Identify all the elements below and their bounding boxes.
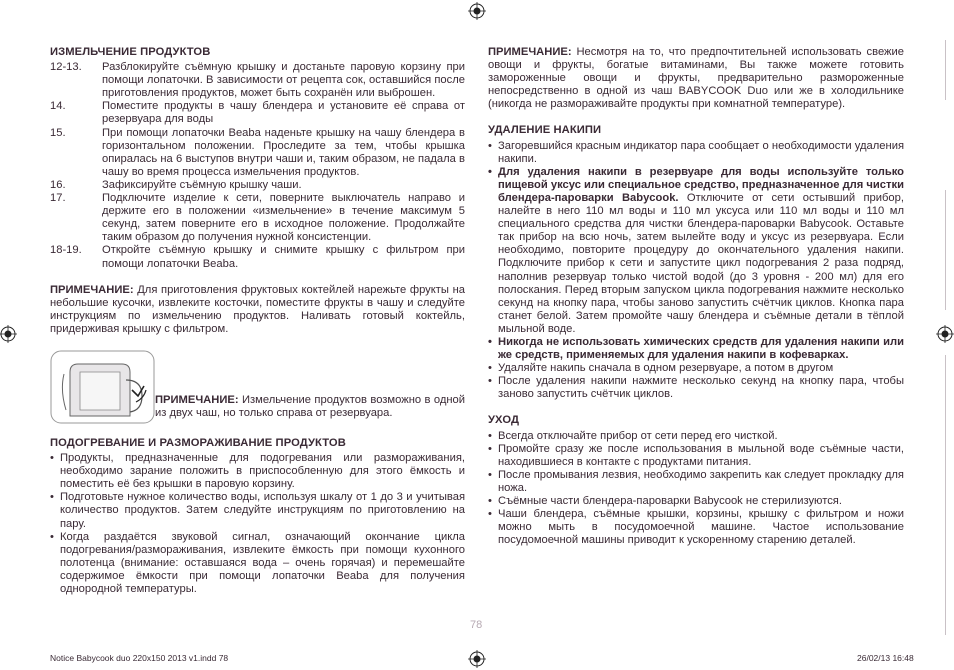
section-heading-care: УХОД xyxy=(488,414,520,427)
list-item: • Никогда не использовать химических средств для удаления накипи или же средств, применяемых для удаления накипи в кофеварках. xyxy=(488,335,904,362)
step-item: 15. При помощи лопаточки Beaba наденьте крышку на чашу блендера в горизонтальном положении. Проследите за тем, чтобы крышка опиралась на 6 выступов внутри чаши и, таким образом, не падала в чашу во время процесса измельчения продуктов. xyxy=(50,126,465,178)
registration-mark-left-icon xyxy=(0,325,17,343)
note-chopping-bowl: ПРИМЕЧАНИЕ: Измельчение продуктов возможно в одной из двух чаш, но только справа от резервуара. xyxy=(155,393,465,420)
step-item: 18-19. Откройте съёмную крышку и снимите крышку с фильтром при помощи лопаточки Beaba. xyxy=(50,244,465,270)
note-with-illustration xyxy=(50,350,465,424)
registration-mark-top-icon xyxy=(468,2,486,20)
section-heading-reheating: ПОДОГРЕВАНИЕ И РАЗМОРАЖИВАНИЕ ПРОДУКТОВ xyxy=(50,436,346,449)
list-item: • Когда раздаётся звуковой сигнал, означающий окончание цикла подогревания/размораживания, извлеките ёмкость при помощи кухонного полотенца (внимание: оставшаяся вода – очень горячая) и перемешайте содержимое ёмкости при помощи лопаточки Beaba для получения однородной температуры. xyxy=(50,530,465,595)
step-item: 14. Поместите продукты в чашу блендера и установите её справа от резервуара для воды xyxy=(50,100,465,126)
list-item: • Для удаления накипи в резервуаре для воды используйте только пищевой уксус или специальное средство, предназначенное для чистки блендера-пароварки Babycook. Отключите от сети остывший прибор, налейте в него 110 мл воды и 110 мл уксуса или 110 мл воды и 110 мл специального средства для чистки блендера-пароварки Babycook. Оставьте так прибор на всю ночь, затем вылейте воду и уксус из резервуара. Если необходимо, повторите процедуру до окончательного удаления накипи. Подключите прибор к сети и запустите цикл подогревания 2 раза подряд, наполнив резервуар только чистой водой (до 3 уровня - 200 мл) для его полоскания. Перед вторым запуском цикла подогревания нажмите несколько секунд на кнопку пара, чтобы заново запустить счётчик циклов. Кнопка пара станет белой. Затем промойте чашу блендера и съёмные детали в тёплой мыльной воде. xyxy=(488,165,904,335)
page-number: 78 xyxy=(470,619,483,631)
note-smoothie: ПРИМЕЧАНИЕ: Для приготовления фруктовых коктейлей нарежьте фрукты на небольшие кусочки, извлеките косточки, поместите фрукты в чашу и следуйте инструкциям по измельчению продуктов. Наливать готовый коктейль, придерживая крышку с фильтром. xyxy=(50,283,465,335)
registration-mark-right-icon xyxy=(936,325,954,343)
list-item: • Продукты, предназначенные для подогревания или размораживания, необходимо зарание положить в приспособленную для этого ёмкость и поместить её без крышки в паровую корзину. xyxy=(50,452,465,491)
crop-line-top xyxy=(945,40,946,100)
step-item: 17. Подключите изделие к сети, поверните выключатель направо и держите его в положении «измельчение» в течение максимум 5 секунд, затем поверните его в исходное положение. Продолжайте таким образом до получения нужной консистенции. xyxy=(50,192,465,244)
chopping-steps xyxy=(50,61,465,271)
list-item: • Съёмные части блендера-пароварки Babycook не стерилизуются. xyxy=(488,495,842,507)
list-item: • Всегда отключайте прибор от сети перед его чисткой. xyxy=(488,429,778,442)
list-item: • Подготовьте нужное количество воды, используя шкалу от 1 до 3 и учитывая количество продуктов. Затем следуйте инструкциям по приготовлению на пару. xyxy=(50,491,465,530)
step-item: 16. Зафиксируйте съёмную крышку чаши. xyxy=(50,178,302,191)
registration-mark-bottom-icon xyxy=(468,650,486,668)
list-item: • После промывания лезвия, необходимо закрепить как следует прокладку для ножа. xyxy=(488,468,904,494)
list-item: • Удаляйте накипь сначала в одном резервуаре, а потом в другом xyxy=(488,362,834,375)
list-item: • Промойте сразу же после использования в мыльной воде съёмные части, находившиеся в контакте с продуктами питания. xyxy=(488,442,904,468)
section-heading-chopping: ИЗМЕЛЬЧЕНИЕ ПРОДУКТОВ xyxy=(50,46,211,58)
footer-filename: Notice Babycook duo 220x150 2013 v1.indd 78 xyxy=(50,653,229,663)
list-item: • Загоревшийся красным индикатор пара сообщает о необходимости удаления накипи. xyxy=(488,139,904,165)
crop-line-middle xyxy=(945,190,946,310)
list-item: • После удаления накипи нажмите несколько секунд на кнопку пара, чтобы заново запустить счётчик циклов. xyxy=(488,375,904,401)
note-frozen: ПРИМЕЧАНИЕ: Несмотря на то, что предпочтительней использовать свежие овощи и фрукты, богатые витаминами, Вы также можете готовить замороженные овощи и фрукты, предварительно размороженные непосредственно в одной из чаш BABYCOOK Duo или же в холодильнике (никогда не размораживайте продукты при комнатной температуре). xyxy=(488,46,904,111)
left-column xyxy=(50,46,465,596)
step-item: 12-13. Разблокируйте съёмную крышку и достаньте паровую корзину при помощи лопаточки. В зависимости от рецепта сок, оставшийся после приготовления продуктов, может быть сохранён или выброшен. xyxy=(50,61,465,100)
list-item: • Чаши блендера, съёмные крышки, корзины, крышку с фильтром и ножи можно мыть в посудомоечной машине. Частое использование посудомоечной машины приводит к ускоренному старению деталей. xyxy=(488,508,904,547)
section-heading-descaling: УДАЛЕНИЕ НАКИПИ xyxy=(488,124,602,137)
footer-timestamp: 26/02/13 16:48 xyxy=(857,653,914,663)
blender-illustration-icon xyxy=(50,350,155,424)
right-column xyxy=(488,46,904,547)
crop-line-bottom xyxy=(945,355,946,635)
